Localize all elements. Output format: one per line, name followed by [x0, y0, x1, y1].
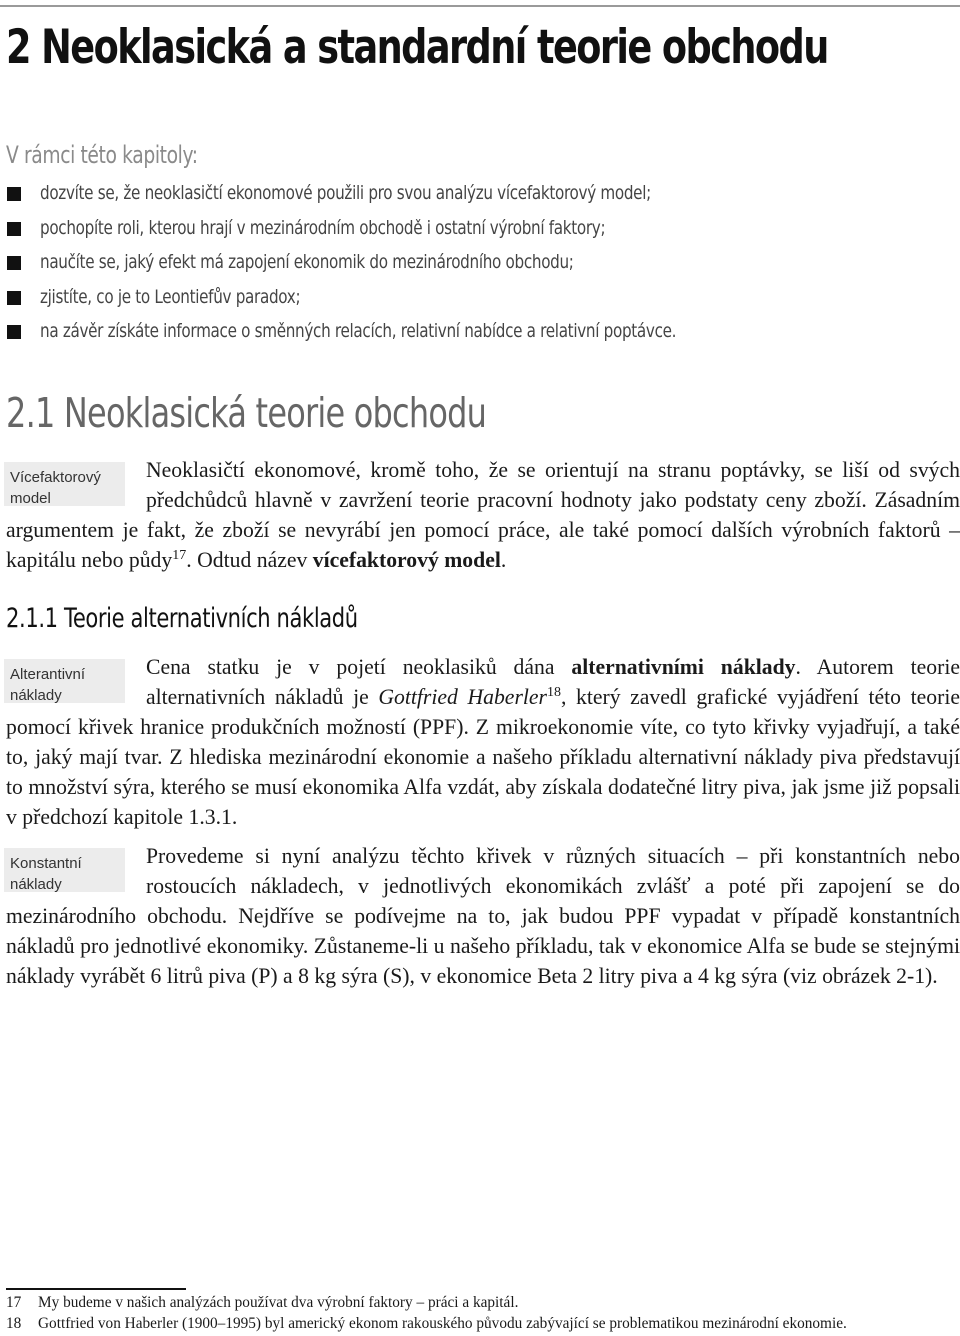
- footnote-item: [6, 1313, 960, 1334]
- paragraph-text: Cena statku je v pojetí neoklasiků dána: [146, 655, 572, 679]
- margin-note-line: náklady: [10, 687, 62, 704]
- objective-item: [0, 182, 960, 217]
- footnote-number: 18: [6, 1315, 22, 1332]
- objective-text: zjistíte, co je to Leontiefův paradox;: [40, 285, 301, 308]
- objective-item: [0, 286, 960, 321]
- margin-note-line: Vícefaktorový: [10, 469, 101, 486]
- margin-note-line: Alterantivní: [10, 666, 86, 683]
- footnote-text: My budeme v našich analýzách používat dva výrobní faktory – práci a kapitál.: [38, 1294, 519, 1311]
- square-bullet-icon: [7, 256, 21, 270]
- footnote-ref-18: 18: [546, 684, 561, 700]
- square-bullet-icon: [7, 222, 21, 236]
- objective-text: na závěr získáte informace o směnných relacích, relativní nabídce a relativní poptávce.: [40, 320, 677, 342]
- bold-term: vícefaktorový model: [312, 548, 501, 572]
- footnote-item: [6, 1292, 960, 1313]
- section-heading-2-1: 2.1 Neoklasická teorie obchodu: [6, 389, 487, 437]
- square-bullet-icon: [7, 291, 21, 305]
- paragraph-text: . Odtud název: [186, 548, 313, 572]
- bold-term: alternativními náklady: [571, 655, 796, 679]
- footnote-rule: [6, 1288, 186, 1290]
- square-bullet-icon: [7, 325, 21, 339]
- footnote-text: Gottfried von Haberler (1900–1995) byl americký ekonom rakouského původu zabývající se problematikou mezinárodní ekonomie.: [38, 1315, 847, 1332]
- square-bullet-icon: [7, 187, 21, 201]
- chapter-objectives-list: [0, 182, 960, 355]
- paragraph-text: , který zavedl grafické vyjádření této teorie pomocí křivek hranice produkčních možností (PPF). Z mikroekonomie víte, co tyto křivky vyjadřují, a také to, jaký mají tvar. Z hlediska mezinárodní ekonomie a našeho příkladu alternativní náklady piva představují to množství sýra, kterého se musí ekonomika Alfa vzdát, aby získala dodatečné litry piva, jak jsme již popsali v předchozí kapitole 1.3.1.: [6, 685, 960, 829]
- margin-note-spacer: [6, 652, 146, 712]
- chapter-intro-label: V rámci této kapitoly:: [6, 141, 198, 169]
- paragraph-text: . Autorem teorie alternativních nákladů je: [146, 655, 960, 709]
- paragraph-text: Neoklasičtí ekonomové, kromě toho, že se orientují na stranu poptávky, se liší od svých předchůdců hlavně v zavržení teorie pracovní hodnoty jako podstaty ceny zboží. Zásadním argumentem je fakt, že zboží se nevyrábí jen pomocí práce, ale také pomocí dalších výrobních faktorů – kapitálu nebo půdy: [6, 458, 960, 572]
- margin-note-spacer: [6, 841, 146, 901]
- objective-item: [0, 320, 960, 355]
- objective-text: naučíte se, jaký efekt má zapojení ekonomik do mezinárodního obchodu;: [40, 251, 574, 273]
- italic-name: Gottfried Haberler: [378, 685, 547, 709]
- paragraph-konstantni-naklady: [6, 841, 960, 991]
- objective-text: dozvíte se, že neoklasičtí ekonomové použili pro svou analýzu vícefaktorový model;: [40, 182, 651, 204]
- objective-item: [0, 217, 960, 252]
- footnote-number: 17: [6, 1294, 22, 1311]
- objective-item: [0, 251, 960, 286]
- subsection-heading-2-1-1: 2.1.1 Teorie alternativních nákladů: [6, 603, 358, 634]
- objective-text: pochopíte roli, kterou hrají v mezinárodním obchodě i ostatní výrobní faktory;: [40, 216, 606, 239]
- paragraph-text: .: [500, 548, 507, 572]
- paragraph-alternativni-naklady: [6, 652, 960, 832]
- margin-note-line: model: [10, 490, 51, 507]
- top-rule: [0, 5, 960, 7]
- margin-note-line: Konstantní: [10, 855, 82, 872]
- paragraph-neoklasicka-teorie: [6, 455, 960, 575]
- paragraph-text: Provedeme si nyní analýzu těchto křivek v různých situacích – při konstantních nebo rostoucích nákladech, v jednotlivých ekonomikách zvlášť a poté při zapojení se do mezinárodního obchodu. Nejdříve se podívejme na to, jak budou PPF vypadat v případě konstantních nákladů pro jednotlivé ekonomiky. Zůstaneme-li u našeho příkladu, tak v ekonomice Alfa se bude se stejnými náklady vyrábět 6 litrů piva (P) a 8 kg sýra (S), v ekonomice Beta 2 litry piva a 4 kg sýra (viz obrázek 2-1).: [6, 844, 960, 988]
- chapter-title: 2 Neoklasická a standardní teorie obchodu: [6, 20, 828, 75]
- footnote-ref-17: 17: [172, 547, 187, 563]
- footnotes: [6, 1292, 960, 1334]
- margin-note-spacer: [6, 455, 146, 515]
- margin-note-line: náklady: [10, 876, 62, 893]
